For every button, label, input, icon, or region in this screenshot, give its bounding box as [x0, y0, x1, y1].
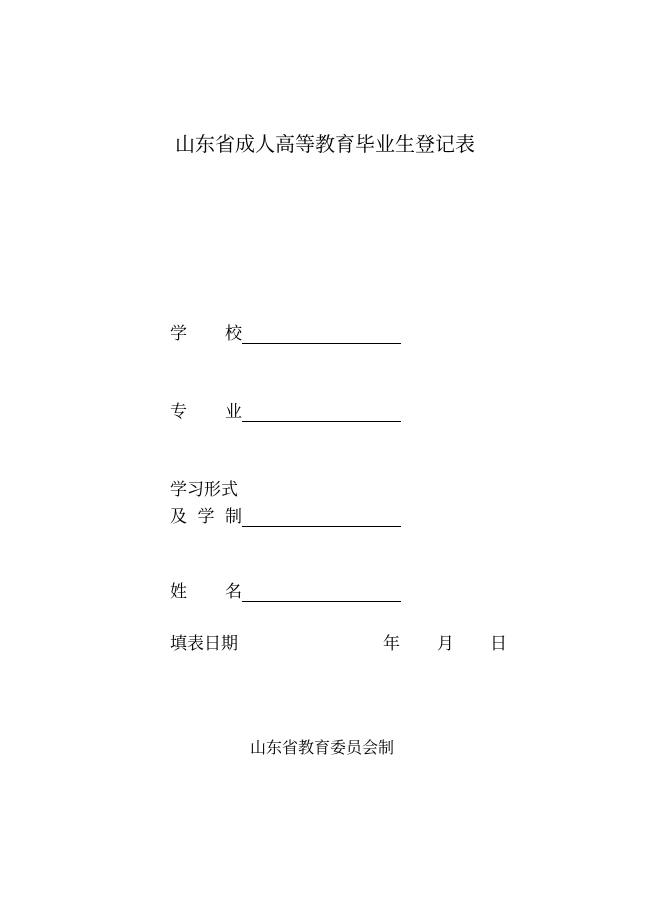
- name-label-char2: 名: [225, 582, 242, 602]
- study-form-label: 学习形式: [170, 480, 238, 500]
- year-label: 年: [383, 634, 400, 654]
- school-label-char2: 校: [225, 324, 242, 344]
- name-input-line[interactable]: [242, 601, 401, 602]
- fill-date-label: 填表日期: [170, 634, 238, 654]
- major-label-char1: 专: [170, 402, 187, 422]
- school-label-char1: 学: [170, 324, 187, 344]
- month-label: 月: [437, 634, 454, 654]
- study-system-char2: 学: [197, 507, 215, 527]
- major-field: [170, 401, 242, 423]
- major-label: [170, 401, 242, 423]
- form-title: 山东省成人高等教育毕业生登记表: [175, 132, 475, 156]
- name-field: [170, 581, 242, 603]
- study-form-input-line[interactable]: [242, 526, 401, 527]
- study-system-label: [170, 506, 242, 528]
- study-form-label-line1: [170, 479, 238, 501]
- school-label: [170, 323, 242, 345]
- major-input-line[interactable]: [242, 421, 401, 422]
- major-label-char2: 业: [225, 402, 242, 422]
- name-label-char1: 姓: [170, 582, 187, 602]
- fill-date-field: [170, 633, 238, 655]
- study-form-field: [170, 506, 242, 528]
- study-system-char1: 及: [170, 507, 187, 527]
- name-label: [170, 581, 242, 603]
- study-system-char3: 制: [225, 507, 242, 527]
- school-field: [170, 323, 242, 345]
- issuer-footer: 山东省教育委员会制: [250, 738, 395, 757]
- day-label: 日: [490, 634, 507, 654]
- school-input-line[interactable]: [242, 343, 401, 344]
